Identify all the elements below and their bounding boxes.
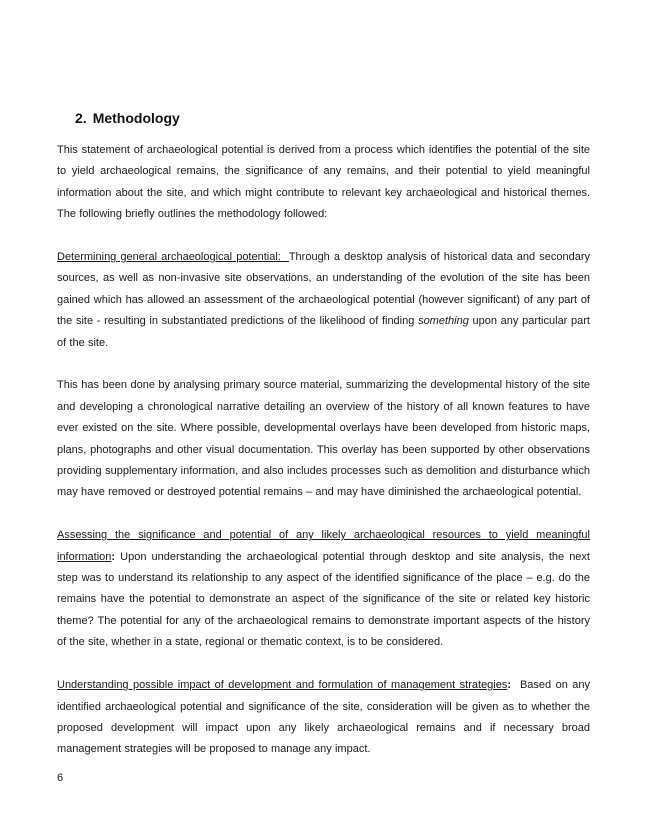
general-potential-label: Determining general archaeological potential: <box>57 251 289 264</box>
section-title: Methodology <box>92 110 180 126</box>
emphasis-something: something <box>418 315 469 328</box>
impact-paragraph <box>57 675 594 761</box>
significance-colon: : <box>111 550 116 563</box>
page-content <box>57 108 594 782</box>
significance-paragraph <box>57 525 590 653</box>
impact-colon: : <box>507 679 512 692</box>
section-heading <box>75 108 590 128</box>
impact-label: Understanding possible impact of development and formulation of management strategies <box>57 679 508 692</box>
general-potential-text: Through a desktop analysis of historical data and secondary sources, as well as non-invasive site observations, an understanding of the evolution of the site has been gained which has allowed an assessment of the archaeological potential (however significant) of any part of the site - resulting in substantiated predictions of the likelihood of finding <box>57 251 590 328</box>
impact-text: Based on any identified archaeological potential and significance of the site, consideration will be given as to whether the proposed development will impact upon any likely archaeological remains and if necessary broad management strategies will be proposed to manage any impact. <box>57 679 594 756</box>
intro-paragraph: This statement of archaeological potential is derived from a process which identifies the potential of the site to yield archaeological remains, the significance of any remains, and their potential to yield meaningful information about the site, and which might contribute to relevant key archaeological and historical themes. The following briefly outlines the methodology followed: <box>57 144 590 221</box>
general-potential-paragraph <box>57 247 590 354</box>
section-number: 2. <box>75 110 87 126</box>
significance-text: Upon understanding the archaeological potential through desktop and site analysis, the next step was to understand its relationship to any aspect of the identified significance of the place – e.g. do the remains have the potential to demonstrate an aspect of the significance of the site or related key historic theme? The potential for any of the archaeological remains to demonstrate important aspects of the history of the site, whether in a state, regional or thematic context, is to be considered. <box>57 550 590 649</box>
significance-label: Assessing the significance and potential of any likely archaeological resources to yield meaningful information <box>57 529 590 563</box>
general-potential-text-end: upon any particular part of the site. <box>57 315 590 349</box>
page-number: 6 <box>57 772 64 784</box>
analysis-paragraph: This has been done by analysing primary source material, summarizing the developmental history of the site and developing a chronological narrative detailing an overview of the history of all known features to have ever existed on the site. Where possible, developmental overlays have been developed from historic maps, plans, photographs and other visual documentation. This overlay has been supported by other observations providing supplementary information, and also includes processes such as demolition and disturbance which may have removed or destroyed potential remains – and may have diminished the archaeological potential. <box>57 379 590 499</box>
